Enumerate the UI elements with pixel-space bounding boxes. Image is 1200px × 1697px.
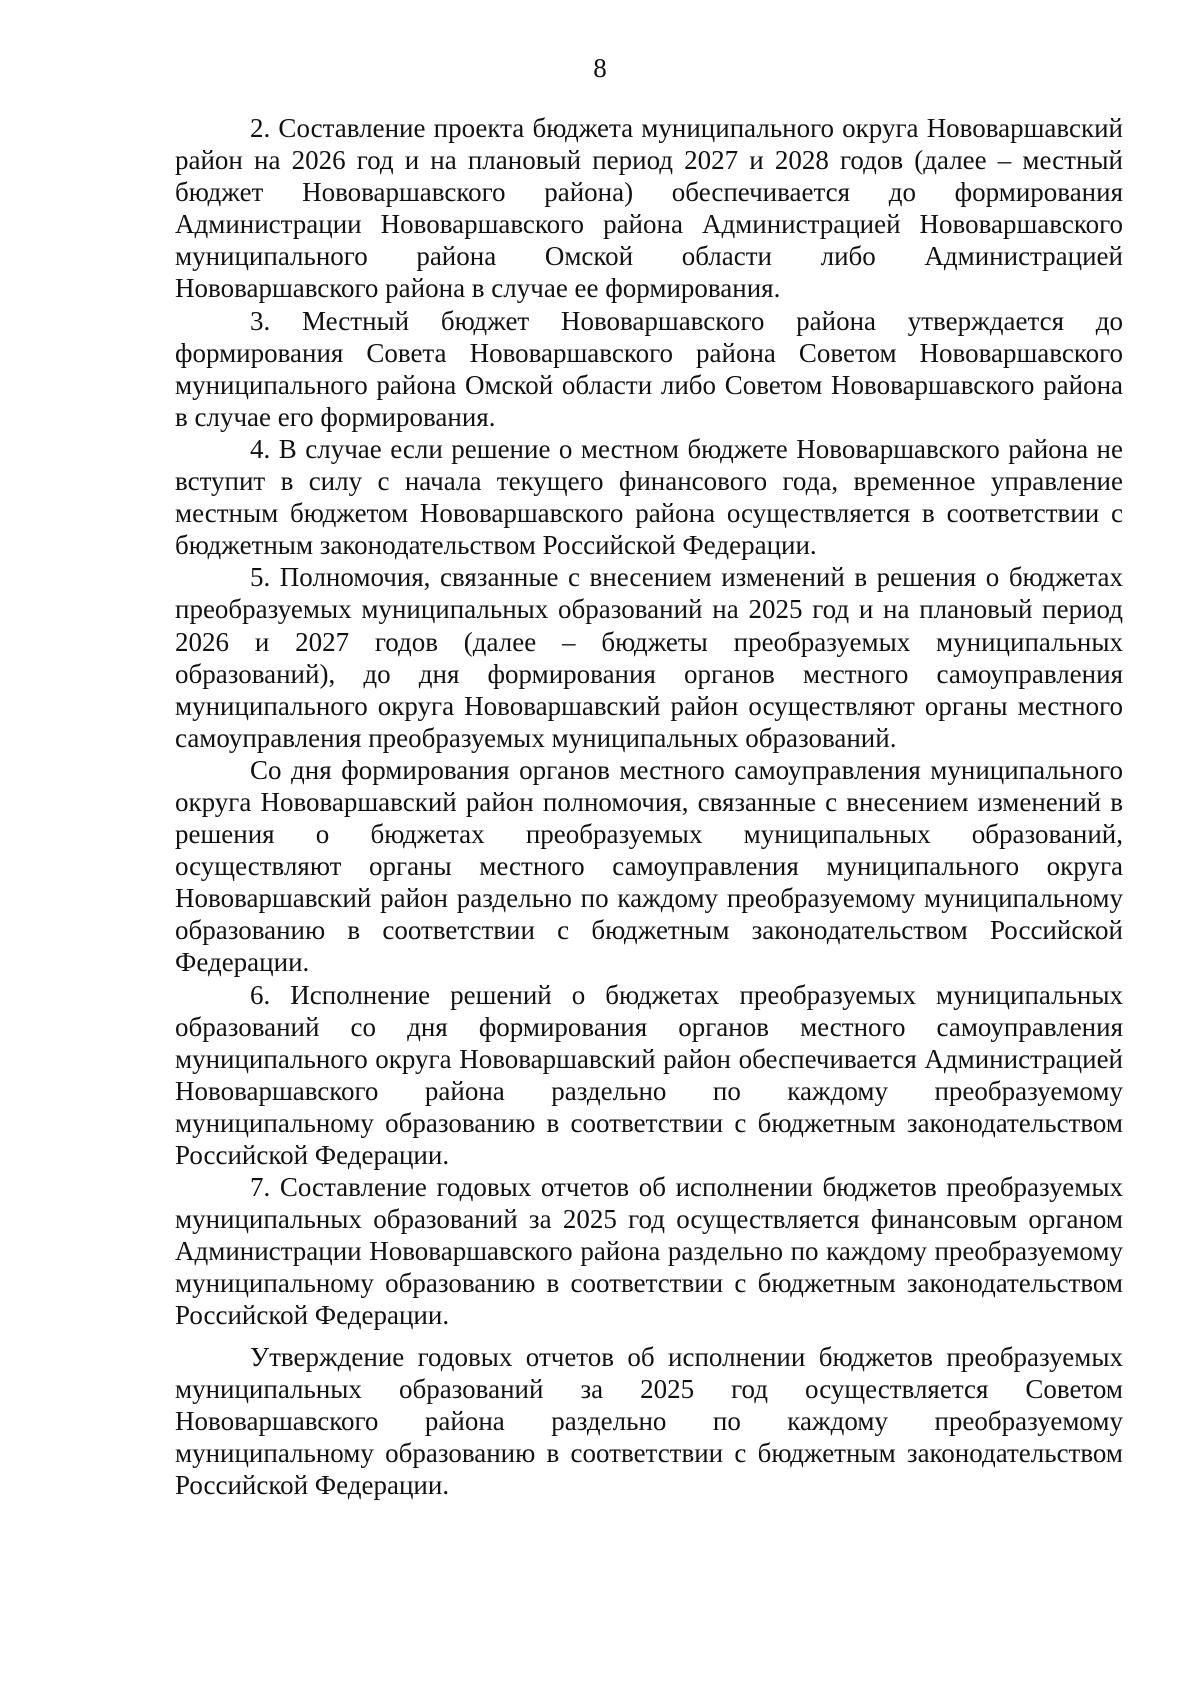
paragraph-item-7-continuation: Утверждение годовых отчетов об исполнении бюджетов преобразуемых муниципальных образований за 2025 год осуществляется Советом Нововаршавского района раздельно по каждому преобразуемому муниципальному образованию в соответствии с бюджетным законодательством Российской Федерации.	[175, 1341, 1123, 1500]
paragraph-item-5: 5. Полномочия, связанные с внесением изменений в решения о бюджетах преобразуемых муниципальных образований на 2025 год и на плановый период 2026 и 2027 годов (далее – бюджеты преобразуемых муниципальных образований), до дня формирования органов местного самоуправления муниципального округа Нововаршавский район осуществляют органы местного самоуправления преобразуемых муниципальных образований.	[175, 562, 1123, 753]
paragraph-item-6: 6. Исполнение решений о бюджетах преобразуемых муниципальных образований со дня формирования органов местного самоуправления муниципального округа Нововаршавский район обеспечивается Администрацией Нововаршавского района раздельно по каждому преобразуемому муниципальному образованию в соответствии с бюджетным законодательством Российской Федерации.	[175, 979, 1123, 1170]
paragraph-item-7: 7. Составление годовых отчетов об исполнении бюджетов преобразуемых муниципальных образований за 2025 год осуществляется финансовым органом Администрации Нововаршавского района раздельно по каждому преобразуемому муниципальному образованию в соответствии с бюджетным законодательством Российской Федерации.	[175, 1172, 1123, 1331]
paragraph-item-5-continuation: Со дня формирования органов местного самоуправления муниципального округа Нововаршавский район полномочия, связанные с внесением изменений в решения о бюджетах преобразуемых муниципальных образований, осуществляют органы местного самоуправления муниципального округа Нововаршавский район раздельно по каждому преобразуемому муниципальному образованию в соответствии с бюджетным законодательством Российской Федерации.	[175, 754, 1123, 978]
paragraph-item-3: 3. Местный бюджет Нововаршавского района утверждается до формирования Совета Нововаршавского района Советом Нововаршавского муниципального района Омской области либо Советом Нововаршавского района в случае его формирования.	[175, 305, 1123, 432]
document-body	[175, 112, 1123, 1501]
page-number: 8	[593, 53, 607, 83]
paragraph-item-4: 4. В случае если решение о местном бюджете Нововаршавского района не вступит в силу с начала текущего финансового года, временное управление местным бюджетом Нововаршавского района осуществляется в соответствии с бюджетным законодательством Российской Федерации.	[175, 433, 1123, 561]
paragraph-item-2: 2. Составление проекта бюджета муниципального округа Нововаршавский район на 2026 год и на плановый период 2027 и 2028 годов (далее – местный бюджет Нововаршавского района) обеспечивается до формирования Администрации Нововаршавского района Администрацией Нововаршавского муниципального района Омской области либо Администрацией Нововаршавского района в случае ее формирования.	[175, 113, 1123, 304]
